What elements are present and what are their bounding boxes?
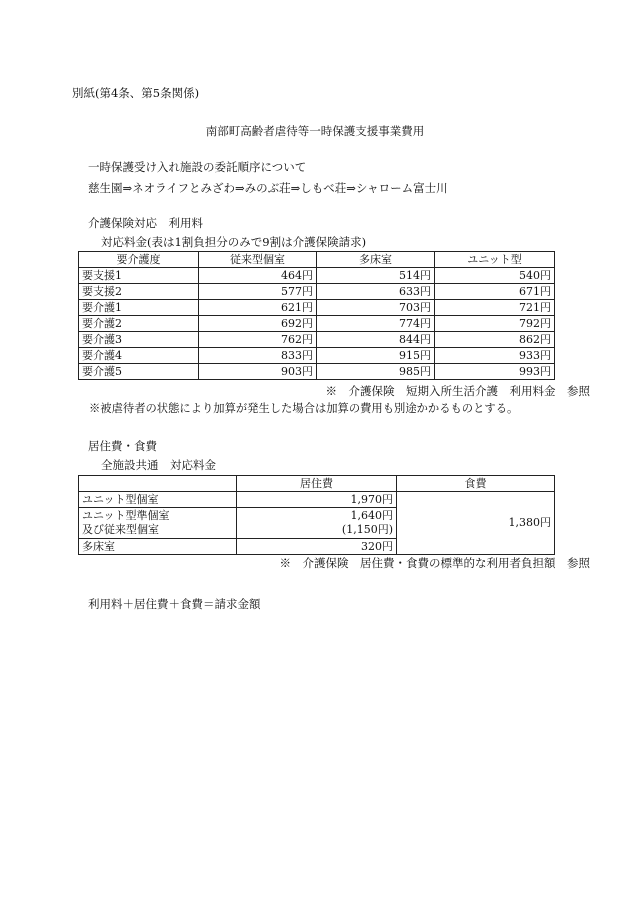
fee-cell: 671円 [435,284,555,300]
fee-cell: 915円 [317,348,435,364]
fee-cell: 514円 [317,268,435,284]
care-level-cell: 要支援1 [79,268,199,284]
billing-formula: 利用料＋居住費＋食費＝請求金額 [88,597,261,611]
room-fee-cell [237,508,397,539]
room-meal-reference: ※ 介護保険 居住費・食費の標準的な利用者負担額 参照 [279,556,590,570]
fee-cell: 792円 [435,316,555,332]
table-row [79,268,555,284]
room-type-cell: ユニット型個室 [79,492,237,508]
column-header: 居住費 [237,476,397,492]
room-type-line: 及び従来型個室 [82,523,159,536]
table-row [79,316,555,332]
column-header: 多床室 [317,252,435,268]
meal-fee-value: 1,380円 [508,516,551,529]
column-header: 要介護度 [79,252,199,268]
room-fee-line: 1,640円 [350,509,393,522]
fee-cell: 540円 [435,268,555,284]
section3-subheading: 全施設共通 対応料金 [101,458,216,472]
column-header: 食費 [397,476,555,492]
care-level-cell: 要支援2 [79,284,199,300]
fee-cell: 621円 [199,300,317,316]
fee-cell: 903円 [199,364,317,380]
usage-fee-reference: ※ 介護保険 短期入所生活介護 利用料金 参照 [325,384,590,398]
fee-cell: 774円 [317,316,435,332]
usage-fee-header-row [79,252,555,268]
fee-cell: 762円 [199,332,317,348]
care-level-cell: 要介護1 [79,300,199,316]
table-row [79,332,555,348]
column-header [79,476,237,492]
fee-cell: 933円 [435,348,555,364]
facility-order: 慈生園⇒ネオライフとみざわ⇒みのぶ荘⇒しもべ荘⇒シャローム富士川 [88,181,448,195]
fee-cell: 844円 [317,332,435,348]
table-row [79,300,555,316]
meal-fee-cell [397,492,555,555]
room-type-line: ユニット型準個室 [82,509,170,522]
header-note: 別紙(第4条、第5条関係) [72,86,200,100]
care-level-cell: 要介護3 [79,332,199,348]
fee-cell: 985円 [317,364,435,380]
column-header: ユニット型 [435,252,555,268]
fee-cell: 993円 [435,364,555,380]
room-fee-cell: 1,970円 [237,492,397,508]
room-type-cell: 多床室 [79,539,237,555]
fee-cell: 862円 [435,332,555,348]
room-meal-header-row [79,476,555,492]
fee-cell: 633円 [317,284,435,300]
room-type-cell [79,508,237,539]
care-level-cell: 要介護2 [79,316,199,332]
care-level-cell: 要介護4 [79,348,199,364]
surcharge-note: ※被虐待者の状態により加算が発生した場合は加算の費用も別途かかるものとする。 [89,402,519,415]
care-level-cell: 要介護5 [79,364,199,380]
fee-cell: 464円 [199,268,317,284]
table-row [79,492,555,508]
section1-heading: 一時保護受け入れ施設の委託順序について [88,160,307,174]
section2-subheading: 対応料金(表は1割負担分のみで9割は介護保険請求) [101,235,367,249]
fee-cell: 692円 [199,316,317,332]
room-fee-cell: 320円 [237,539,397,555]
fee-cell: 703円 [317,300,435,316]
fee-cell: 577円 [199,284,317,300]
table-row [79,348,555,364]
table-row [79,364,555,380]
fee-cell: 721円 [435,300,555,316]
usage-fee-table [78,251,555,380]
document-title: 南部町高齢者虐待等一時保護支援事業費用 [205,124,425,138]
room-meal-fee-table [78,475,555,555]
column-header: 従来型個室 [199,252,317,268]
table-row [79,284,555,300]
fee-cell: 833円 [199,348,317,364]
room-fee-line: (1,150円) [341,523,393,536]
section3-heading: 居住費・食費 [88,439,157,453]
section2-heading: 介護保険対応 利用料 [88,216,203,230]
